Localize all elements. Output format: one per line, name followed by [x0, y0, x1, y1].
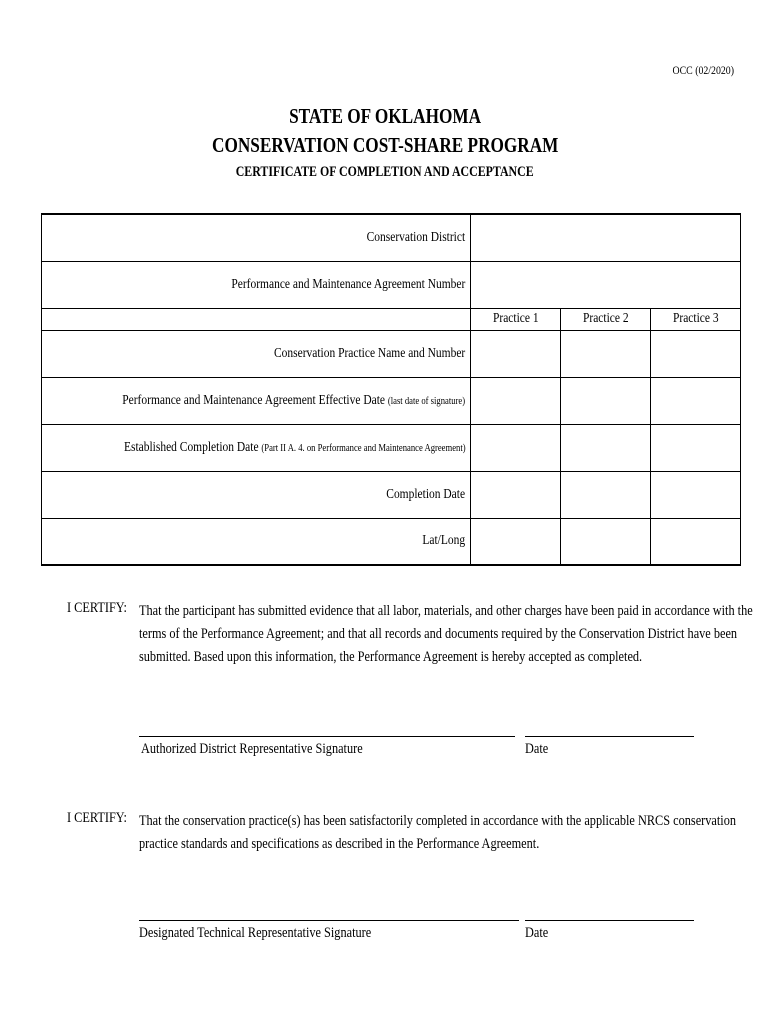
table-row: [42, 424, 741, 471]
district-signature-line[interactable]: [139, 736, 515, 737]
certificate-subtitle: CERTIFICATE OF COMPLETION AND ACCEPTANCE: [236, 164, 534, 180]
practice-1-established-completion-field[interactable]: [471, 424, 561, 471]
table-row: [42, 330, 741, 377]
practice-2-header: Practice 2: [561, 308, 651, 330]
certify-label-1: I CERTIFY:: [67, 600, 127, 616]
page-title: STATE OF OKLAHOMA: [288, 104, 481, 128]
completion-date-label: Completion Date: [42, 471, 471, 518]
practice-3-header: Practice 3: [651, 308, 741, 330]
certify-2-line: That the conservation practice(s) has been satisfactorily completed in accordance with the applicable NRCS conservation: [139, 813, 737, 829]
certify-text-2: [139, 810, 770, 856]
completion-form-table: [41, 213, 741, 566]
established-completion-note: (Part II A. 4. on Performance and Maintenance Agreement): [260, 442, 466, 454]
practice-2-name-field[interactable]: [561, 330, 651, 377]
district-signature-label: Authorized District Representative Signature: [141, 741, 363, 757]
practice-1-effective-date-field[interactable]: [471, 377, 561, 424]
agreement-number-row: [42, 261, 741, 308]
certify-1-line: submitted. Based upon this information, the Performance Agreement is hereby accepted as completed.: [139, 649, 643, 665]
table-row: [42, 377, 741, 424]
practice-name-label: Conservation Practice Name and Number: [42, 330, 471, 377]
practice-3-lat-long-field[interactable]: [651, 518, 741, 565]
practice-1-completion-date-field[interactable]: [471, 471, 561, 518]
district-row: [42, 214, 741, 261]
practice-2-lat-long-field[interactable]: [561, 518, 651, 565]
effective-date-label: Performance and Maintenance Agreement Effective Date (last date of signature): [42, 377, 471, 424]
practice-2-established-completion-field[interactable]: [561, 424, 651, 471]
certify-1-line: terms of the Performance Agreement; and that all records and documents required by the Conservation District have been: [139, 626, 738, 642]
practice-1-header: Practice 1: [471, 308, 561, 330]
lat-long-label: Lat/Long: [42, 518, 471, 565]
technical-date-line[interactable]: [525, 920, 694, 921]
district-date-label: Date: [525, 741, 549, 757]
certify-2-line: practice standards and specifications as described in the Performance Agreement.: [139, 836, 540, 852]
table-row: [42, 471, 741, 518]
technical-signature-line[interactable]: [139, 920, 519, 921]
program-title: CONSERVATION COST-SHARE PROGRAM: [211, 133, 559, 157]
established-completion-label: Established Completion Date (Part II A. 4. on Performance and Maintenance Agreement): [42, 424, 471, 471]
practice-2-effective-date-field[interactable]: [561, 377, 651, 424]
practice-3-established-completion-field[interactable]: [651, 424, 741, 471]
conservation-district-field[interactable]: [471, 214, 741, 261]
agreement-number-field[interactable]: [471, 261, 741, 308]
practice-3-completion-date-field[interactable]: [651, 471, 741, 518]
practice-3-effective-date-field[interactable]: [651, 377, 741, 424]
form-code: OCC (02/2020): [672, 63, 734, 77]
certify-label-2: I CERTIFY:: [67, 810, 127, 826]
practice-1-name-field[interactable]: [471, 330, 561, 377]
practice-3-name-field[interactable]: [651, 330, 741, 377]
practice-header-row: [42, 308, 741, 330]
header-spacer: [42, 308, 471, 330]
practice-2-completion-date-field[interactable]: [561, 471, 651, 518]
certify-1-line: That the participant has submitted evidence that all labor, materials, and other charges have been paid in accordance with the: [139, 603, 753, 619]
table-row: [42, 518, 741, 565]
district-date-line[interactable]: [525, 736, 694, 737]
effective-date-note: (last date of signature): [387, 395, 466, 407]
certify-text-1: [139, 600, 770, 669]
practice-1-lat-long-field[interactable]: [471, 518, 561, 565]
conservation-district-label: Conservation District: [42, 214, 471, 261]
agreement-number-label: Performance and Maintenance Agreement Number: [42, 261, 471, 308]
technical-signature-label: Designated Technical Representative Signature: [139, 925, 372, 941]
technical-date-label: Date: [525, 925, 549, 941]
